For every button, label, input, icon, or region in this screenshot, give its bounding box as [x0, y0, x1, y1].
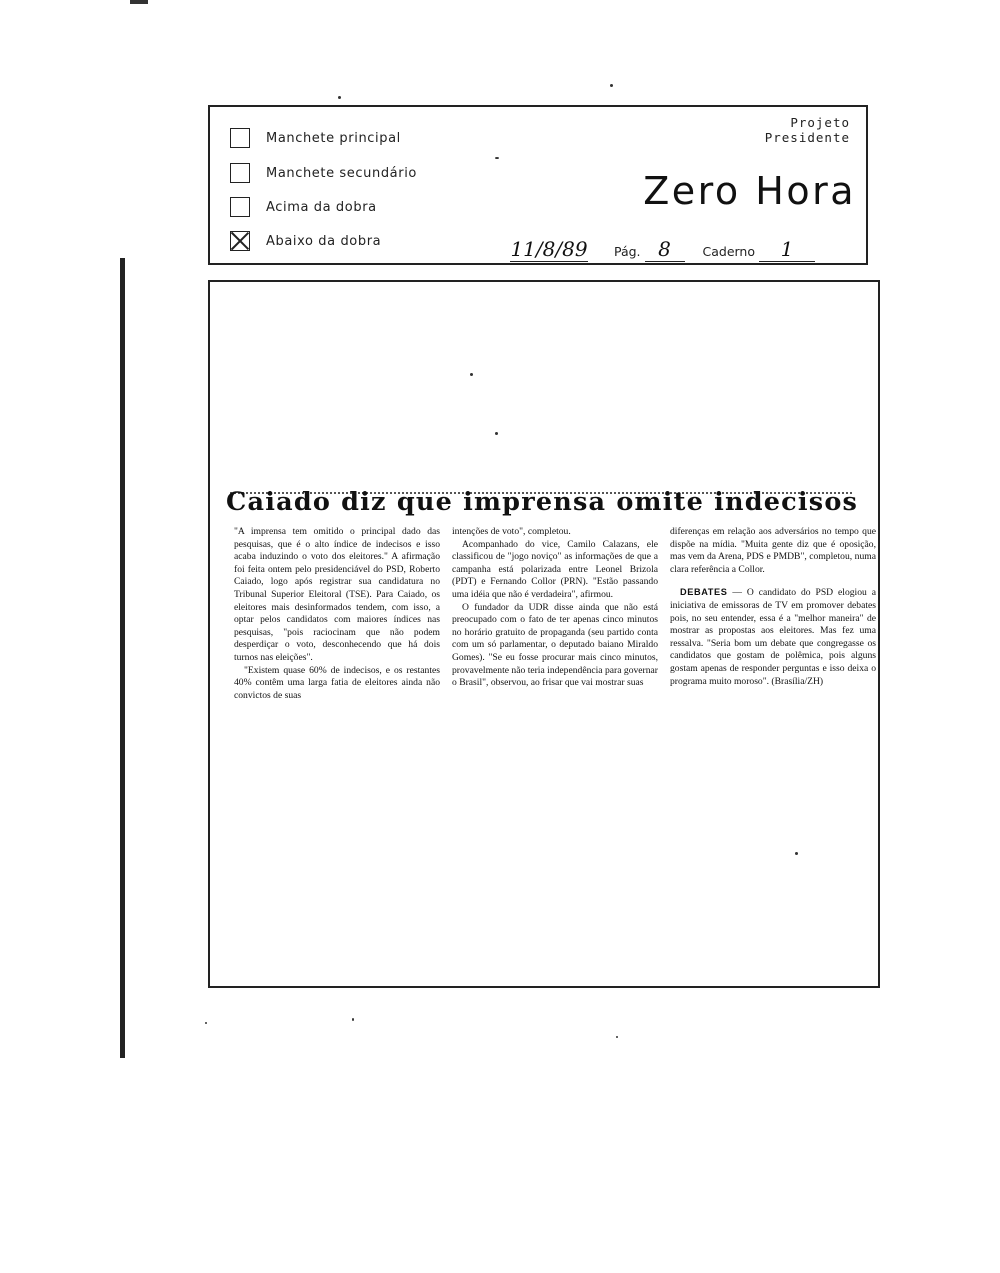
- project-line: Presidente: [764, 130, 850, 145]
- newspaper-name: Zero Hora: [643, 169, 856, 213]
- article-body: [234, 526, 876, 702]
- paragraph: O fundador da UDR disse ainda que não está preocupado com o fato de ter apenas cinco minutos no horário gratuito de propaganda (seu partido conta com um só parlamentar, o deputado baiano Miraldo Gomes). "Se eu fosse procurar mais cinco minutos, provavelmente não teria independência para governar o Brasil", observou, ao frisar que vai mostrar suas: [452, 601, 658, 689]
- paragraph: diferenças em relação aos adversários no tempo que dispõe na mídia. "Muita gente diz que é oposição, mas vem da Arena, PDS e PMDB", completou, numa clara referência a Collor.: [670, 526, 876, 575]
- section-value: 1: [759, 237, 815, 262]
- scan-speck: [495, 432, 498, 435]
- option-manchete-principal[interactable]: [230, 127, 401, 149]
- paragraph: "Existem quase 60% de indecisos, e os restantes 40% contêm uma larga fatia de eleitores ainda não convictos de suas: [234, 664, 440, 701]
- scan-speck: [338, 96, 341, 99]
- article-headline: Caiado diz que imprensa omite indecisos: [226, 487, 859, 517]
- article-column-3: [670, 526, 876, 702]
- project-line: Projeto: [790, 115, 850, 130]
- checkbox[interactable]: [230, 163, 250, 183]
- option-label: Manchete principal: [266, 130, 401, 146]
- paragraph-text: — O candidato do PSD elogiou a iniciativa de emissoras de TV em promover debates pois, no seu entender, essa é a "melhor maneira" de mostrar as propostas aos eleitores. Mas fez uma ressalva. "Seria bom um debate que congregasse os candidatos que gostam de polêmica, pois alguns gostam apenas de responder perguntas e isso deixa o programa muito moroso". (Brasília/ZH): [670, 587, 876, 687]
- option-acima-da-dobra[interactable]: [230, 196, 377, 218]
- debates-paragraph: [670, 586, 876, 688]
- clipping-frame: [208, 280, 880, 988]
- scan-corner-mark: [130, 0, 148, 4]
- checkbox[interactable]: [230, 128, 250, 148]
- date-page-row: [510, 237, 860, 259]
- scan-edge-bar: [120, 258, 125, 1058]
- scan-speck: [352, 1018, 354, 1021]
- scan-speck: [495, 157, 499, 159]
- date-value: 11/8/89: [510, 237, 588, 261]
- scan-speck: [616, 1036, 618, 1038]
- option-label: Manchete secundário: [266, 165, 417, 181]
- checkbox[interactable]: [230, 197, 250, 217]
- article-column-1: [234, 526, 440, 702]
- page-label: Pág.: [613, 244, 641, 259]
- scan-speck: [610, 84, 613, 87]
- article-column-2: [452, 526, 658, 702]
- project-label: [765, 115, 850, 145]
- classification-form: [208, 105, 868, 265]
- section-label: Caderno: [702, 244, 756, 259]
- scan-speck: [205, 1022, 207, 1024]
- paragraph: intenções de voto", completou.: [452, 526, 571, 537]
- option-label: Abaixo da dobra: [266, 233, 382, 249]
- option-manchete-secundario[interactable]: [230, 162, 417, 184]
- checkbox-checked[interactable]: [230, 231, 250, 251]
- option-abaixo-da-dobra[interactable]: [230, 230, 381, 252]
- paragraph: Acompanhado do vice, Camilo Calazans, ele classificou de "jogo noviço" as informações de que a campanha está polarizada entre Leonel Brizola (PDT) e Fernando Collor (PRN). "Estão passando uma idéia que não é verdadeira", afirmou.: [452, 538, 658, 600]
- section-kicker: DEBATES: [680, 587, 728, 598]
- page-value: 8: [645, 237, 685, 262]
- scan-speck: [795, 852, 798, 855]
- scan-speck: [470, 373, 473, 376]
- option-label: Acima da dobra: [266, 199, 377, 215]
- paragraph: "A imprensa tem omitido o principal dado das pesquisas, que é o alto índice de indecisos e isso acaba induzindo o voto dos eleitores." A afirmação foi feita ontem pelo presidenciável do PSD, Roberto Caiado, logo após registrar sua candidatura no Tribunal Superior Eleitoral (TSE). Para Caiado, os eleitores mais desinformados tendem, com isso, a optar pelos candidatos com maiores índices nas pesquisas, "pois raciocinam que não podem desperdiçar o voto, desconhecendo que há dois turnos nas eleições".: [234, 526, 440, 663]
